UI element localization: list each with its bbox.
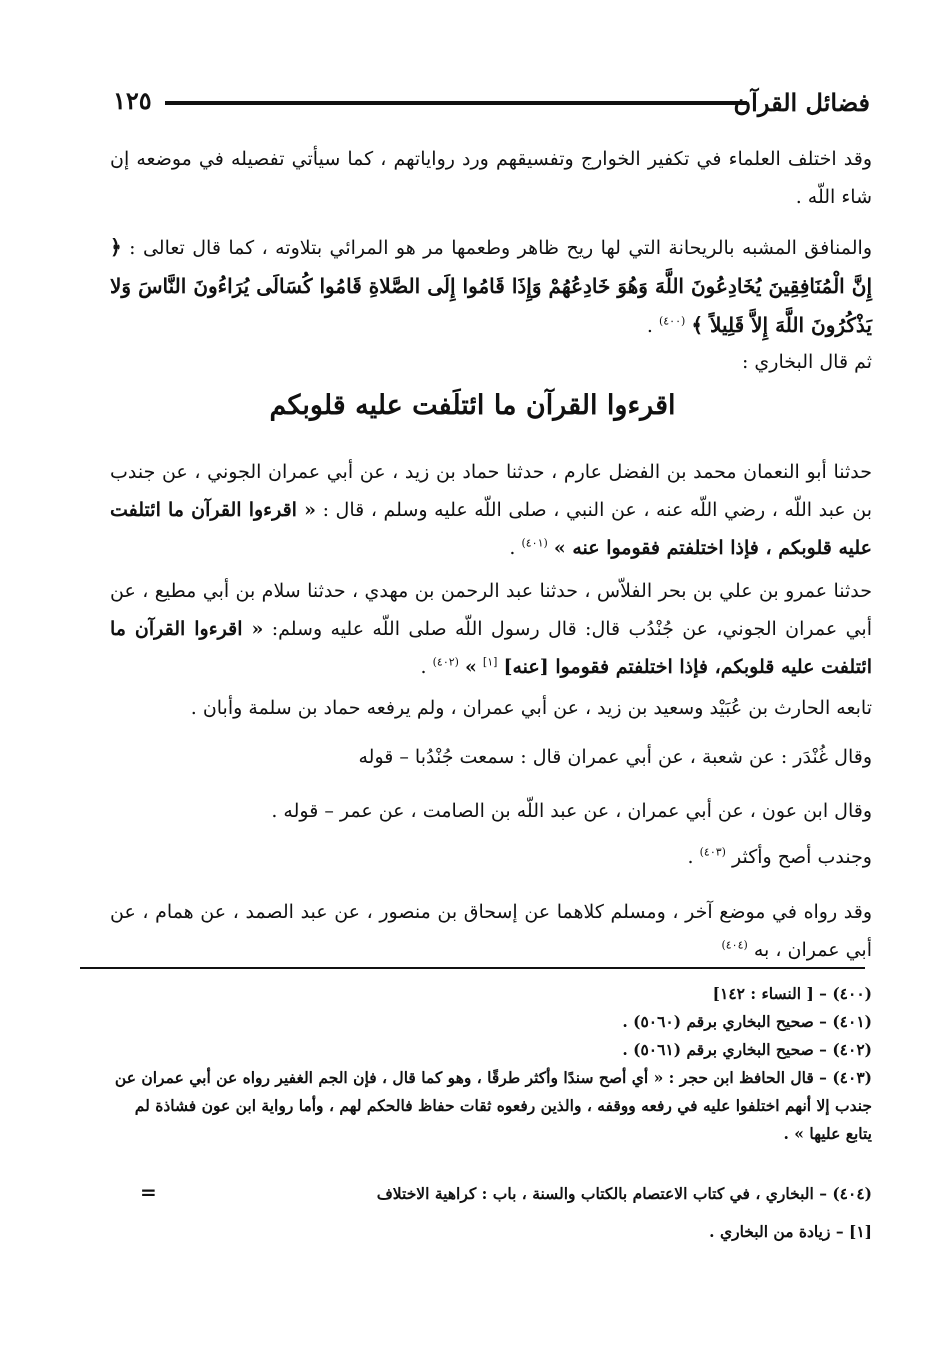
paragraph-munafiq — [110, 228, 872, 345]
paragraph-intro: والمنافق المشبه بالريحانة التي لها ريح ظاهر وطعمها مر هو المرائي بتلاوته ، كما قال تعالى : — [129, 237, 872, 259]
footnote-ref-402[interactable]: (٤٠٢) — [432, 655, 459, 669]
footnote-404: (٤٠٤) – البخاري ، في كتاب الاعتصام بالكتاب والسنة ، باب : كراهية الاختلاف — [376, 1184, 872, 1203]
paragraph-text: وقال ابن عون ، عن أبي عمران ، عن عبد اللّه بن الصامت ، عن عمر – قوله . — [271, 800, 872, 822]
footnote-ref-404[interactable]: (٤٠٤) — [721, 938, 748, 952]
paragraph-end: . — [646, 315, 653, 337]
paragraph-text: ثم قال البخاري : — [741, 351, 872, 373]
footnote-400: (٤٠٠) – [ النساء : ١٤٢] — [712, 984, 872, 1003]
continuation-mark: = — [140, 1180, 157, 1204]
isnad-text: حدثنا عمرو بن علي بن بحر الفلاّس ، حدثنا عبد الرحمن بن مهدي ، حدثنا سلام بن أبي مطيع ، عن أبي عمران الجوني، عن جُنْدُب قال: قال رسول اللّه صلى اللّه عليه وسلم: — [110, 580, 872, 640]
editor-note: [١] – زيادة من البخاري . — [709, 1222, 872, 1241]
quran-verse: ﴿ إِنَّ الْمُنَافِقِينَ يُخَادِعُونَ اللَّهَ وَهُوَ خَادِعُهُمْ وَإِذَا قَامُوا إِلَى الصَّلاةِ قَامُوا كُسَالَى يُرَاءُونَ النَّاسَ وَلا يَذْكُرُونَ اللَّهَ إِلاَّ قَلِيلاً ﴾ — [110, 235, 872, 337]
footnote-401: (٤٠١) – صحيح البخاري برقم (٥٠٦٠) . — [622, 1012, 872, 1031]
paragraph-end: . — [687, 846, 694, 868]
paragraph-hadith-2 — [110, 572, 872, 686]
footnote-ref-401[interactable]: (٤٠١) — [521, 536, 548, 550]
paragraph-text: وقد اختلف العلماء في تكفير الخوارج وتفسيقهم ورد رواياتهم ، كما سيأتي تفصيله في موضعه إن شاء اللّه . — [110, 148, 872, 208]
paragraph-ghundar — [110, 738, 872, 776]
header-rule — [165, 101, 747, 105]
footnote-404-block — [107, 1180, 872, 1208]
paragraph-end: . — [420, 656, 427, 678]
footnotes-block — [107, 980, 872, 1148]
hadith-text: « اقرءوا القرآن ما ائتلفت عليه قلوبكم ، فإذا اختلفتم فقوموا عنه » — [110, 499, 872, 559]
paragraph-jundab — [110, 838, 872, 876]
paragraph-ibn-awn — [110, 792, 872, 830]
editor-note-ref[interactable]: [١] — [482, 655, 498, 669]
footnote-403 — [107, 1064, 872, 1148]
footnote-ref-400[interactable]: (٤٠٠) — [658, 314, 686, 328]
paragraph-rawahu — [110, 893, 872, 969]
paragraph-hadith-1 — [110, 453, 872, 567]
paragraph-tabaahu — [110, 689, 872, 727]
footnote-separator — [80, 967, 865, 969]
paragraph-khawarij — [110, 140, 872, 216]
chapter-heading: اقرءوا القرآن ما ائتلَفت عليه قلوبكم — [269, 390, 676, 421]
footnote-ref-403[interactable]: (٤٠٣) — [699, 845, 726, 859]
paragraph-end: . — [509, 537, 516, 559]
paragraph-bukhari-said — [110, 343, 872, 381]
paragraph-text: وقال غُنْدَر : عن شعبة ، عن أبي عمران قال : سمعت جُنْدُبا – قوله — [358, 746, 872, 768]
running-header-title: فضائل القرآن — [733, 88, 870, 117]
isnad-text: حدثنا أبو النعمان محمد بن الفضل عارم ، حدثنا حماد بن زيد ، عن أبي عمران الجوني ، عن جندب بن عبد اللّه ، رضي اللّه عنه ، عن النبي ، صلى اللّه عليه وسلم ، قال : — [110, 461, 872, 521]
paragraph-text: وقد رواه في موضع آخر ، ومسلم كلاهما عن إسحاق بن منصور ، عن عبد الصمد ، عن همام ، عن أبي عمران ، به — [110, 901, 872, 961]
page-number: ١٢٥ — [113, 86, 152, 115]
footnote-403-rest: عمران عن جندب إلا أنهم اختلفوا عليه في رفعه ووقفه ، والذين رفعوه ثقات حفاظ فالحكم لهم ، وأما رواية ابن عون فشاذة لم يتابع عليها » . — [114, 1068, 872, 1143]
hadith-close: » — [465, 656, 477, 678]
editor-note-block — [107, 1218, 872, 1246]
paragraph-text: وجندب أصح وأكثر — [732, 846, 872, 868]
footnote-403-head: (٤٠٣) – قال الحافظ ابن حجر : « أي أصح سندًا وأكثر طرقًا ، وهو كما قال ، فإن الجم الغفير رواه عن أبي — [189, 1068, 872, 1087]
hadith-text: « اقرءوا القرآن ما ائتلفت عليه قلوبكم، فإذا اختلفتم فقوموا [عنه] — [110, 618, 872, 678]
paragraph-text: تابعه الحارث بن عُبَيْد وسعيد بن زيد ، عن أبي عمران ، ولم يرفعه حماد بن سلمة وأبان . — [190, 697, 872, 719]
footnote-402: (٤٠٢) – صحيح البخاري برقم (٥٠٦١) . — [622, 1040, 872, 1059]
